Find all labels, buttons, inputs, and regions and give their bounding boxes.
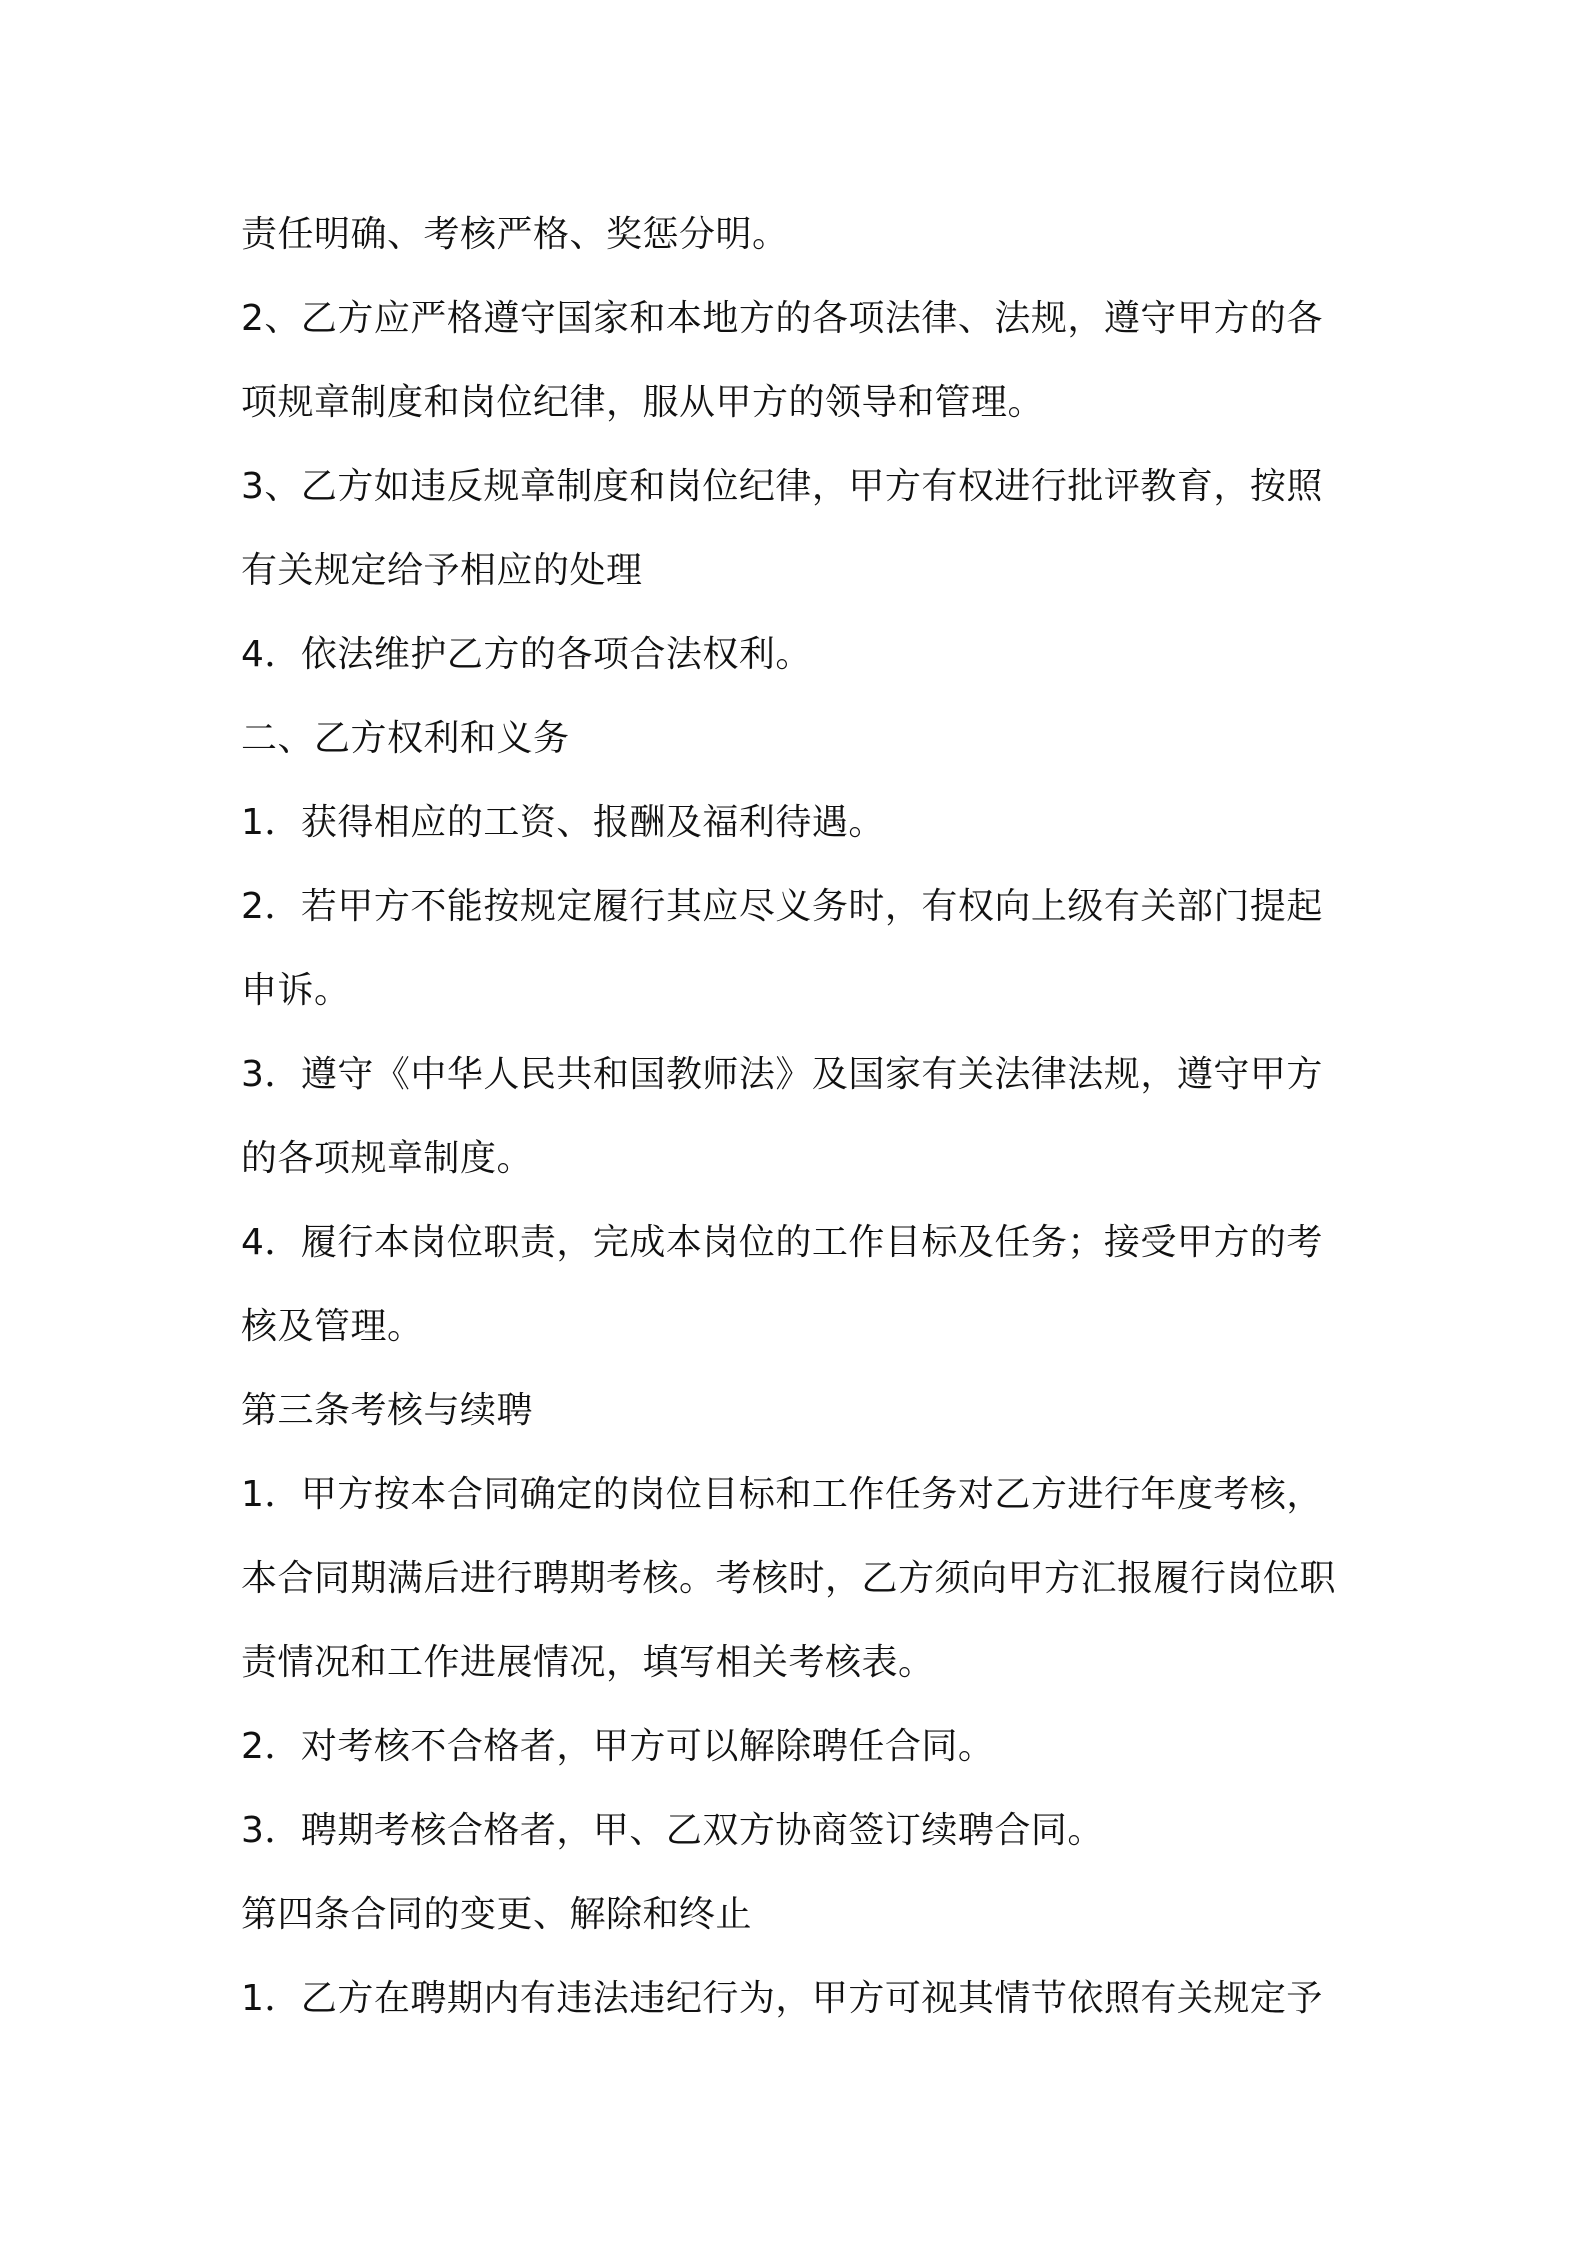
document-body xyxy=(241,193,1361,2041)
text-line: 1．获得相应的工资、报酬及福利待遇。 xyxy=(241,802,885,843)
text-line: 3．聘期考核合格者，甲、乙双方协商签订续聘合同。 xyxy=(241,1810,1104,1851)
text-line: 1．甲方按本合同确定的岗位目标和工作任务对乙方进行年度考核， xyxy=(241,1474,1323,1515)
text-line: 责任明确、考核严格、奖惩分明。 xyxy=(241,214,789,255)
text-line: 3、乙方如违反规章制度和岗位纪律，甲方有权进行批评教育，按照 xyxy=(241,466,1323,507)
text-line: 4．履行本岗位职责，完成本岗位的工作目标及任务；接受甲方的考 xyxy=(241,1222,1323,1263)
text-line: 本合同期满后进行聘期考核。考核时，乙方须向甲方汇报履行岗位职 xyxy=(241,1558,1337,1599)
text-line: 1．乙方在聘期内有违法违纪行为，甲方可视其情节依照有关规定予 xyxy=(241,1978,1323,2019)
article-heading: 第三条考核与续聘 xyxy=(241,1390,534,1431)
text-line: 的各项规章制度。 xyxy=(241,1138,534,1179)
text-line: 责情况和工作进展情况，填写相关考核表。 xyxy=(241,1642,935,1683)
text-line: 核及管理。 xyxy=(241,1306,424,1347)
text-line: 2．若甲方不能按规定履行其应尽义务时，有权向上级有关部门提起 xyxy=(241,886,1323,927)
text-line: 3．遵守《中华人民共和国教师法》及国家有关法律法规，遵守甲方 xyxy=(241,1054,1323,1095)
text-line: 2．对考核不合格者，甲方可以解除聘任合同。 xyxy=(241,1726,995,1767)
text-line: 4．依法维护乙方的各项合法权利。 xyxy=(241,634,812,675)
text-line: 有关规定给予相应的处理 xyxy=(241,550,643,591)
text-line: 2、乙方应严格遵守国家和本地方的各项法律、法规，遵守甲方的各 xyxy=(241,298,1323,339)
article-heading: 第四条合同的变更、解除和终止 xyxy=(241,1894,753,1935)
section-heading: 二、乙方权利和义务 xyxy=(241,718,570,759)
text-line: 项规章制度和岗位纪律，服从甲方的领导和管理。 xyxy=(241,382,1045,423)
text-line: 申诉。 xyxy=(241,970,351,1011)
